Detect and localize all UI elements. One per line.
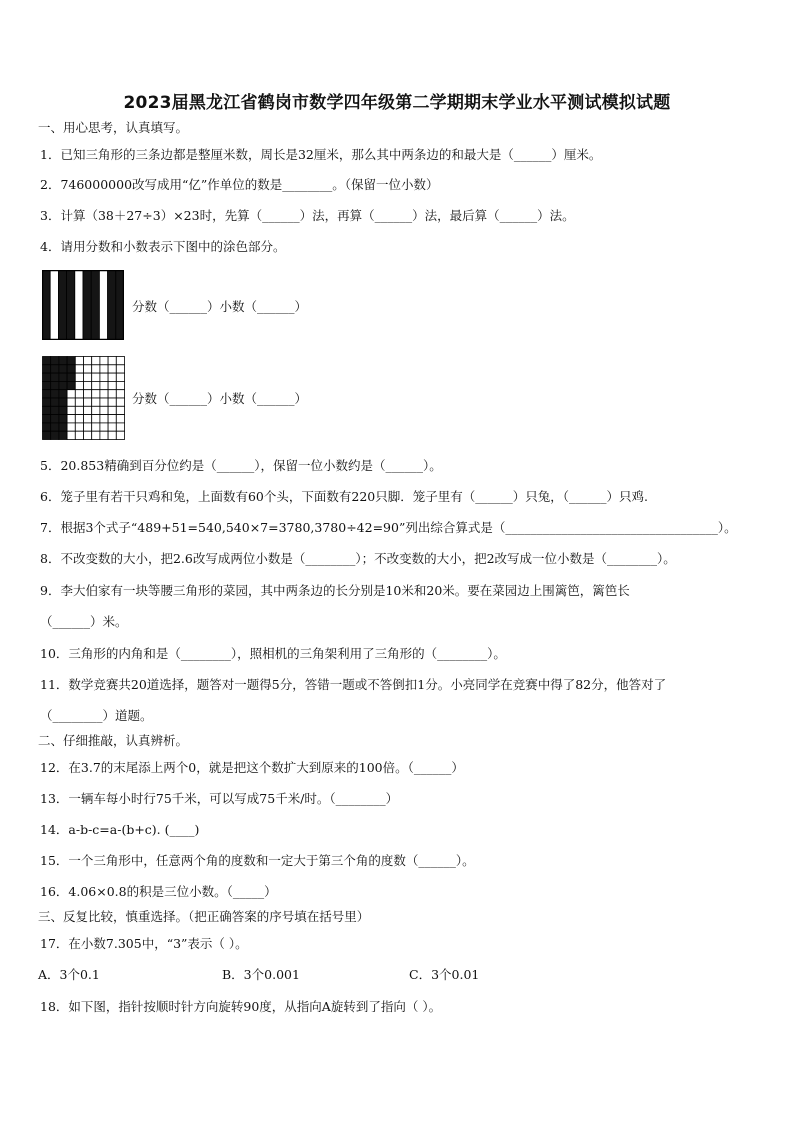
blank-cell bbox=[100, 381, 108, 389]
question-5: 5．20.853精确到百分位约是（______），保留一位小数约是（______）。 bbox=[40, 458, 442, 473]
question-8: 8．不改变数的大小，把2.6改写成两位小数是（________）；不改变数的大小，把2改写成一位小数是（________）。 bbox=[40, 551, 676, 566]
blank-cell bbox=[92, 365, 100, 373]
blank-cell bbox=[75, 423, 83, 431]
blank-cell bbox=[116, 373, 124, 381]
blank-cell bbox=[100, 423, 108, 431]
blank-cell bbox=[67, 431, 75, 439]
shaded-cell bbox=[51, 365, 59, 373]
blank-cell bbox=[100, 406, 108, 414]
blank-cell bbox=[100, 415, 108, 423]
shaded-cell bbox=[59, 365, 67, 373]
blank-cell bbox=[75, 373, 83, 381]
blank-strip bbox=[99, 270, 107, 340]
question-6: 6．笼子里有若干只鸡和兔，上面数有60个头，下面数有220只脚．笼子里有（______）只兔，（______）只鸡. bbox=[40, 489, 648, 504]
shaded-cell bbox=[43, 431, 51, 439]
question-16: 16．4.06×0.8的积是三位小数。（_____） bbox=[40, 884, 277, 899]
blank-cell bbox=[108, 431, 116, 439]
blank-cell bbox=[75, 381, 83, 389]
blank-cell bbox=[75, 357, 83, 365]
blank-cell bbox=[100, 357, 108, 365]
blank-cell bbox=[67, 415, 75, 423]
shaded-cell bbox=[51, 431, 59, 439]
blank-cell bbox=[67, 406, 75, 414]
blank-cell bbox=[116, 398, 124, 406]
shaded-cell bbox=[51, 373, 59, 381]
blank-cell bbox=[100, 398, 108, 406]
question-9-line-2: （______）米。 bbox=[40, 614, 128, 629]
shaded-cell bbox=[51, 406, 59, 414]
strip-figure bbox=[42, 270, 124, 340]
blank-strip bbox=[75, 270, 83, 340]
blank-cell bbox=[116, 390, 124, 398]
shaded-cell bbox=[59, 431, 67, 439]
blank-cell bbox=[108, 406, 116, 414]
shaded-strip bbox=[67, 270, 75, 340]
shaded-cell bbox=[67, 357, 75, 365]
page-title: 2023届黑龙江省鹤岗市数学四年级第二学期期末学业水平测试模拟试题 bbox=[123, 93, 671, 113]
shaded-cell bbox=[67, 373, 75, 381]
blank-cell bbox=[116, 415, 124, 423]
blank-cell bbox=[84, 373, 92, 381]
shaded-cell bbox=[51, 415, 59, 423]
blank-cell bbox=[84, 390, 92, 398]
blank-cell bbox=[67, 398, 75, 406]
blank-cell bbox=[75, 406, 83, 414]
blank-cell bbox=[92, 431, 100, 439]
blank-cell bbox=[75, 398, 83, 406]
blank-cell bbox=[84, 423, 92, 431]
question-1: 1．已知三角形的三条边都是整厘米数，周长是32厘米，那么其中两条边的和最大是（______）厘米。 bbox=[40, 147, 602, 162]
section-heading-2: 二、仔细推敲，认真辨析。 bbox=[38, 733, 189, 748]
shaded-cell bbox=[59, 390, 67, 398]
question-11-line-1: 11．数学竞赛共20道选择，题答对一题得5分，答错一题或不答倒扣1分。小亮同学在竞赛中得了82分，他答对了 bbox=[40, 677, 667, 692]
shaded-cell bbox=[43, 406, 51, 414]
option-a: A．3个0.1 bbox=[38, 967, 100, 982]
blank-cell bbox=[92, 423, 100, 431]
shaded-cell bbox=[43, 398, 51, 406]
blank-cell bbox=[84, 365, 92, 373]
question-18: 18．如下图，指针按顺时针方向旋转90度，从指向A旋转到了指向（ ）。 bbox=[40, 999, 442, 1014]
figure-2-answer-label: 分数（______）小数（______） bbox=[132, 391, 308, 406]
question-10: 10．三角形的内角和是（________），照相机的三角架利用了三角形的（________）。 bbox=[40, 646, 506, 661]
shaded-cell bbox=[51, 390, 59, 398]
blank-cell bbox=[92, 398, 100, 406]
blank-cell bbox=[84, 415, 92, 423]
shaded-cell bbox=[59, 415, 67, 423]
shaded-cell bbox=[59, 357, 67, 365]
shaded-cell bbox=[59, 423, 67, 431]
question-2: 2．746000000改写成用“亿”作单位的数是________。（保留一位小数） bbox=[40, 177, 439, 192]
blank-cell bbox=[84, 381, 92, 389]
blank-cell bbox=[116, 406, 124, 414]
shaded-cell bbox=[43, 390, 51, 398]
question-15: 15．一个三角形中，任意两个角的度数和一定大于第三个角的度数（______）。 bbox=[40, 853, 475, 868]
option-b: B．3个0.001 bbox=[222, 967, 300, 982]
blank-cell bbox=[116, 381, 124, 389]
question-14: 14．a-b-c=a-(b+c). (____) bbox=[40, 822, 200, 837]
blank-cell bbox=[116, 423, 124, 431]
shaded-strip bbox=[83, 270, 91, 340]
shaded-cell bbox=[59, 381, 67, 389]
blank-cell bbox=[84, 431, 92, 439]
question-11-line-2: （________）道题。 bbox=[40, 708, 153, 723]
blank-cell bbox=[84, 357, 92, 365]
blank-cell bbox=[75, 431, 83, 439]
shaded-cell bbox=[51, 381, 59, 389]
question-7: 7．根据3个式子“489+51=540,540×7=3780,3780÷42=90”列出综合算式是（__________________________________）。 bbox=[40, 520, 737, 535]
shaded-cell bbox=[51, 357, 59, 365]
question-13: 13．一辆车每小时行75千米，可以写成75千米/时。（________） bbox=[40, 791, 399, 806]
blank-cell bbox=[100, 365, 108, 373]
shaded-cell bbox=[51, 398, 59, 406]
blank-strip bbox=[50, 270, 58, 340]
blank-cell bbox=[108, 398, 116, 406]
blank-cell bbox=[75, 365, 83, 373]
blank-cell bbox=[116, 431, 124, 439]
shaded-cell bbox=[43, 415, 51, 423]
section-heading-3: 三、反复比较，慎重选择。（把正确答案的序号填在括号里） bbox=[38, 909, 370, 924]
option-c: C．3个0.01 bbox=[409, 967, 480, 982]
shaded-cell bbox=[67, 381, 75, 389]
question-12: 12．在3.7的末尾添上两个0，就是把这个数扩大到原来的100倍。（______） bbox=[40, 760, 464, 775]
blank-cell bbox=[92, 406, 100, 414]
blank-cell bbox=[84, 398, 92, 406]
section-heading-1: 一、用心思考，认真填写。 bbox=[38, 120, 189, 135]
shaded-cell bbox=[43, 423, 51, 431]
blank-cell bbox=[108, 365, 116, 373]
blank-cell bbox=[67, 423, 75, 431]
shaded-strip bbox=[91, 270, 99, 340]
question-4: 4．请用分数和小数表示下图中的涂色部分。 bbox=[40, 239, 286, 254]
blank-cell bbox=[92, 415, 100, 423]
blank-cell bbox=[100, 373, 108, 381]
blank-cell bbox=[116, 365, 124, 373]
blank-cell bbox=[100, 390, 108, 398]
blank-cell bbox=[92, 381, 100, 389]
shaded-cell bbox=[59, 373, 67, 381]
blank-cell bbox=[108, 390, 116, 398]
blank-cell bbox=[75, 390, 83, 398]
blank-cell bbox=[100, 431, 108, 439]
blank-cell bbox=[92, 373, 100, 381]
blank-cell bbox=[116, 357, 124, 365]
blank-cell bbox=[75, 415, 83, 423]
blank-cell bbox=[92, 357, 100, 365]
question-9-line-1: 9．李大伯家有一块等腰三角形的菜园，其中两条边的长分别是10米和20米。要在菜园边上围篱笆，篱笆长 bbox=[40, 583, 630, 598]
shaded-cell bbox=[43, 381, 51, 389]
shaded-cell bbox=[59, 398, 67, 406]
shaded-strip bbox=[108, 270, 116, 340]
shaded-cell bbox=[43, 373, 51, 381]
blank-cell bbox=[108, 423, 116, 431]
blank-cell bbox=[67, 390, 75, 398]
grid-figure bbox=[42, 356, 126, 441]
question-3: 3．计算（38＋27÷3）×23时，先算（______）法，再算（______）法，最后算（______）法。 bbox=[40, 208, 575, 223]
shaded-cell bbox=[67, 365, 75, 373]
shaded-strip bbox=[58, 270, 66, 340]
figure-1-answer-label: 分数（______）小数（______） bbox=[132, 299, 308, 314]
question-17: 17．在小数7.305中，“3”表示（ ）。 bbox=[40, 936, 248, 951]
shaded-cell bbox=[43, 365, 51, 373]
blank-cell bbox=[108, 373, 116, 381]
shaded-cell bbox=[43, 357, 51, 365]
shaded-cell bbox=[51, 423, 59, 431]
blank-cell bbox=[84, 406, 92, 414]
blank-cell bbox=[108, 357, 116, 365]
blank-cell bbox=[92, 390, 100, 398]
blank-cell bbox=[108, 415, 116, 423]
shaded-cell bbox=[59, 406, 67, 414]
blank-cell bbox=[108, 381, 116, 389]
